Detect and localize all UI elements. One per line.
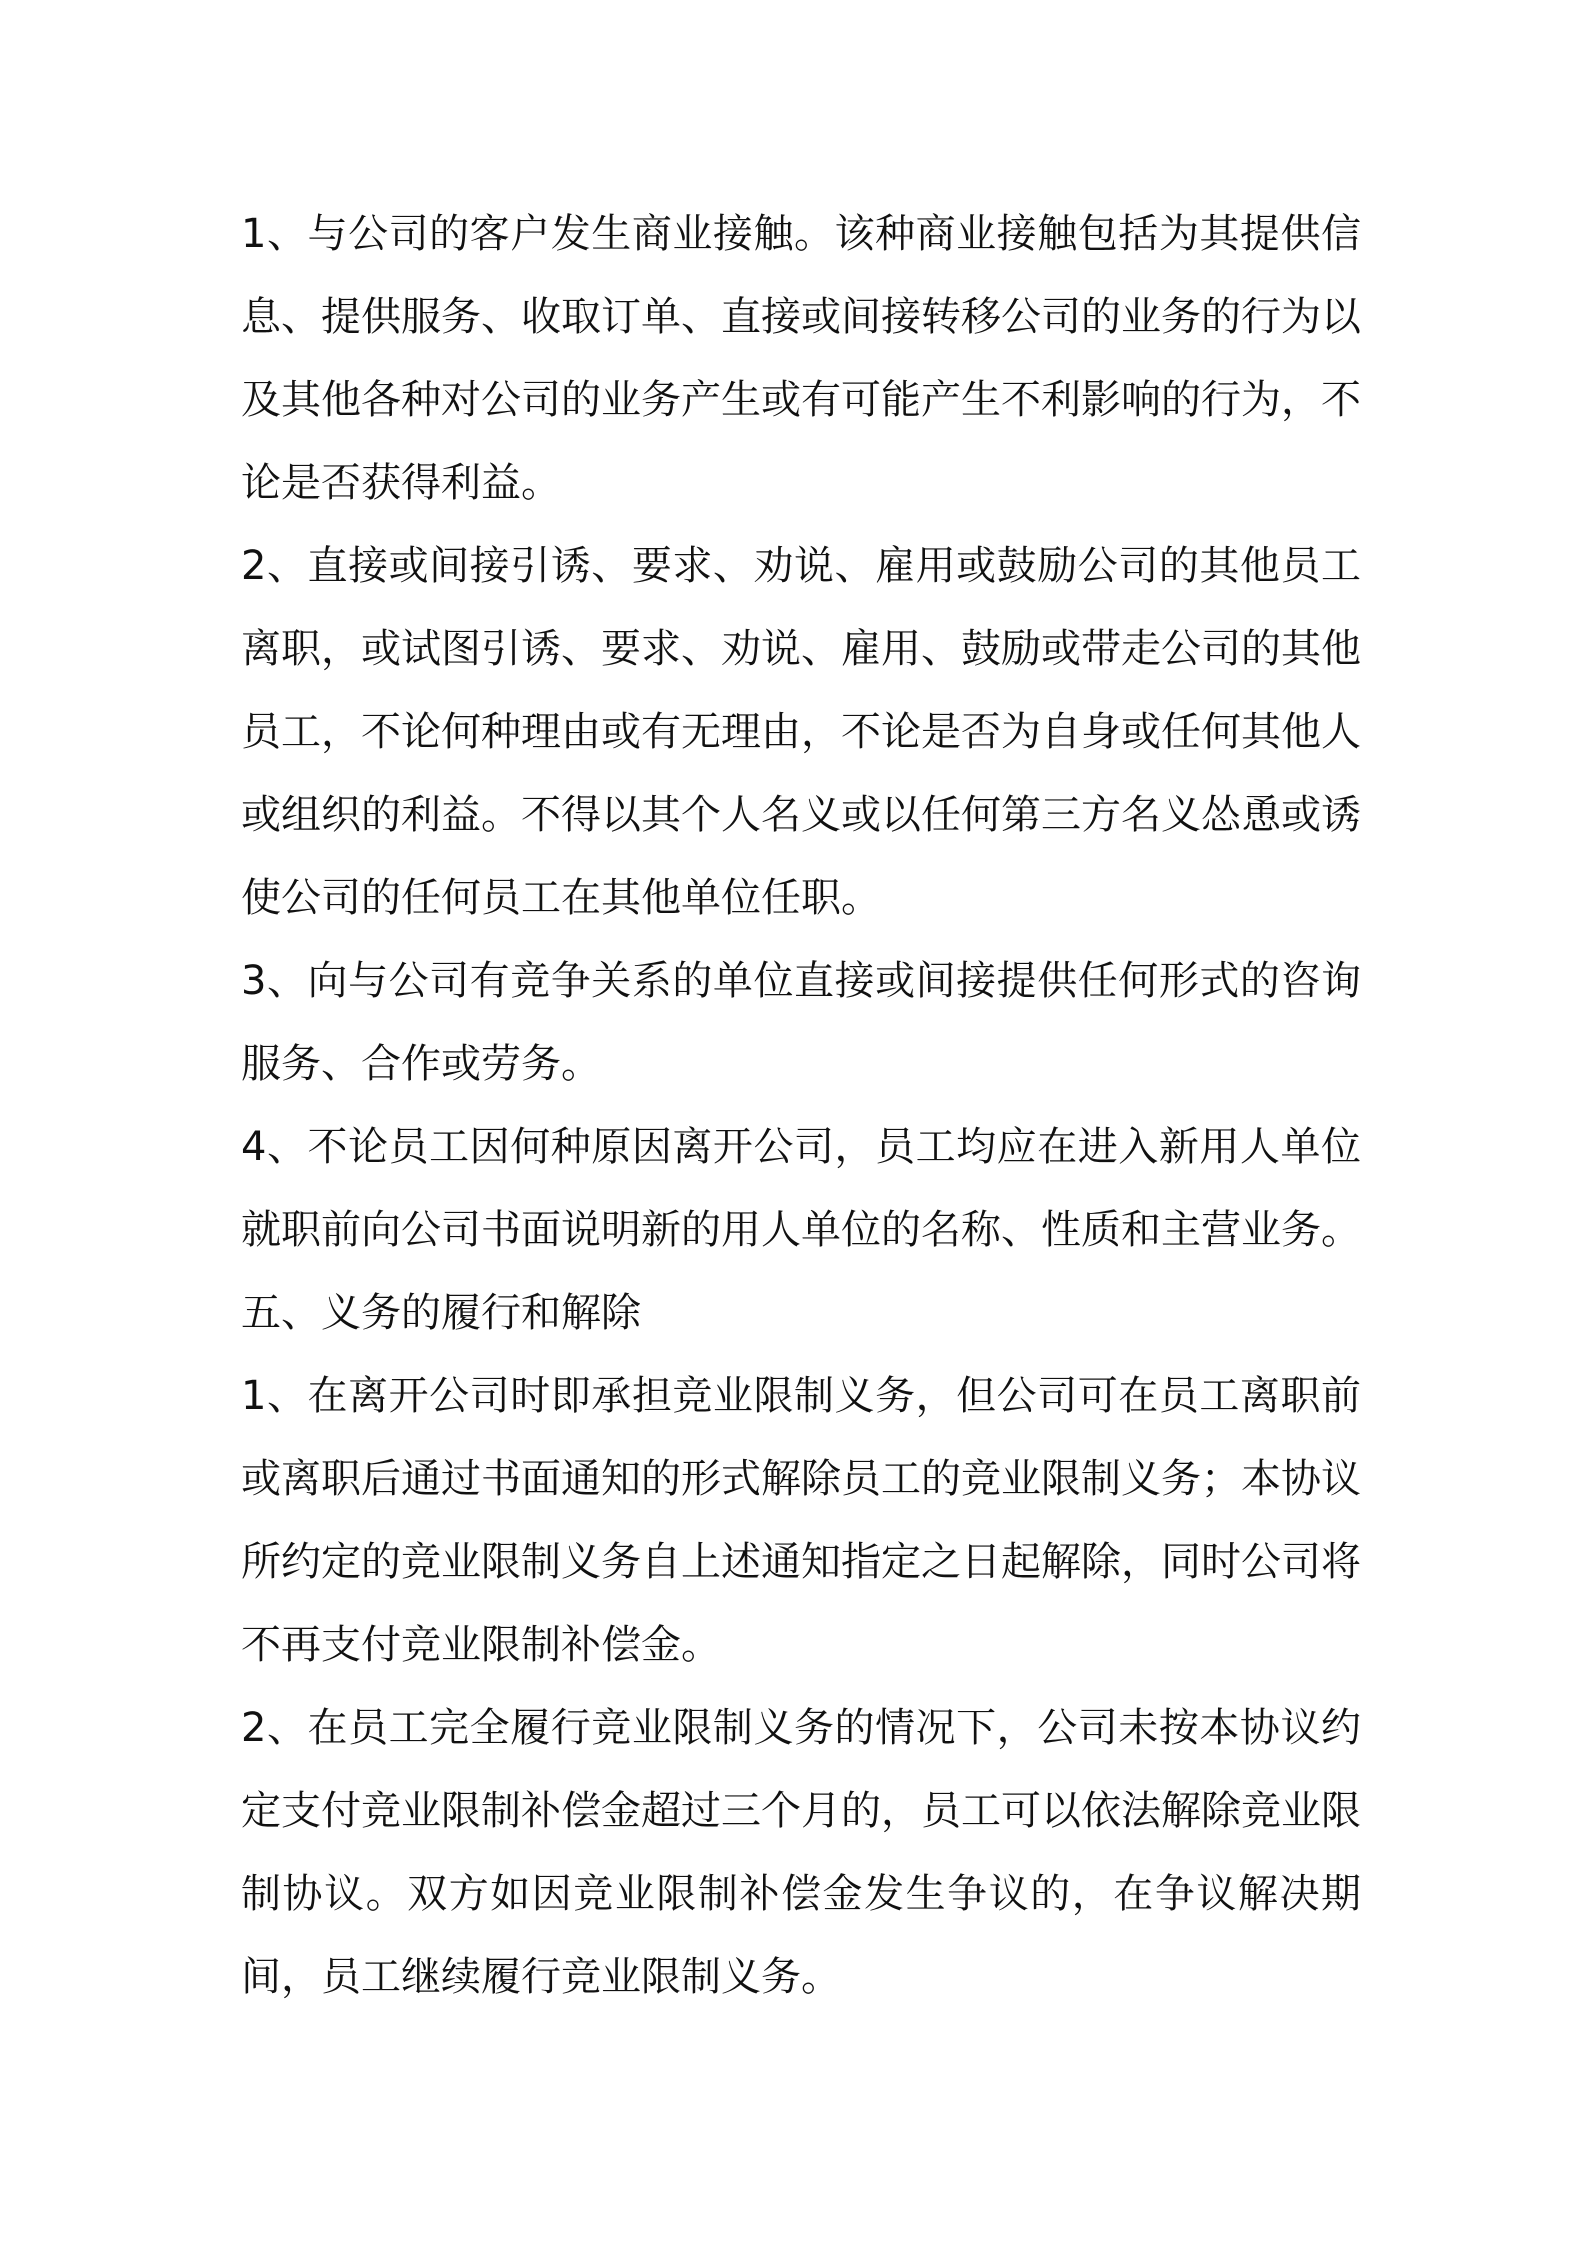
paragraph-section5-clause-1: 1、在离开公司时即承担竞业限制义务，但公司可在员工离职前或离职后通过书面通知的形式解除员工的竞业限制义务；本协议所约定的竞业限制义务自上述通知指定之日起解除，同时公司将不再支付竞业限制补偿金。 [241,1373,1361,1668]
paragraph-clause-4: 4、不论员工因何种原因离开公司，员工均应在进入新用人单位就职前向公司书面说明新的用人单位的名称、性质和主营业务。 [241,1124,1361,1253]
paragraph-clause-3: 3、向与公司有竞争关系的单位直接或间接提供任何形式的咨询服务、合作或劳务。 [241,958,1361,1087]
paragraph-clause-2: 2、直接或间接引诱、要求、劝说、雇用或鼓励公司的其他员工离职，或试图引诱、要求、劝说、雇用、鼓励或带走公司的其他员工，不论何种理由或有无理由，不论是否为自身或任何其他人或组织的利益。不得以其个人名义或以任何第三方名义怂恿或诱使公司的任何员工在其他单位任职。 [241,543,1361,921]
document-body [241,193,1361,2019]
paragraph-clause-1: 1、与公司的客户发生商业接触。该种商业接触包括为其提供信息、提供服务、收取订单、直接或间接转移公司的业务的行为以及其他各种对公司的业务产生或有可能产生不利影响的行为，不论是否获得利益。 [241,211,1361,506]
section-heading-five: 五、义务的履行和解除 [241,1290,641,1336]
paragraph-section5-clause-2: 2、在员工完全履行竞业限制义务的情况下，公司未按本协议约定支付竞业限制补偿金超过三个月的，员工可以依法解除竞业限制协议。双方如因竞业限制补偿金发生争议的，在争议解决期间，员工继续履行竞业限制义务。 [241,1705,1361,2000]
